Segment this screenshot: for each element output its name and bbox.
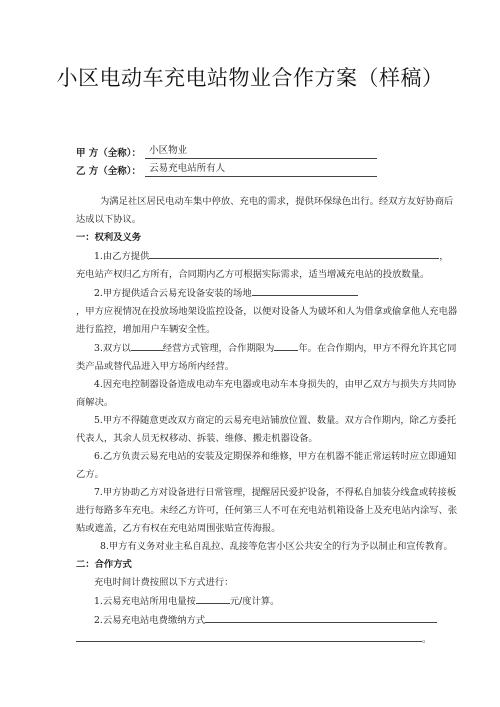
blank-field — [149, 247, 439, 259]
clause-7: 7.甲方协助乙方对设备进行日常管理，提醒居民爱护设备，不得私自加装分线盒或转接板进行每路多车充电。未经乙方许可，任何第三人不可在充电站机箱设备上及充电站内涂写、张贴或遮盖，乙方有权在充电站周围张贴宣传海报。 — [76, 487, 458, 534]
clause-3 — [76, 339, 460, 376]
section-2-heading: 二：合作方式 — [76, 559, 132, 570]
clause-1-prefix: 1.由乙方提供 — [94, 251, 150, 262]
document-body — [76, 193, 460, 649]
clause-3-mid: 经营方式管理，合作期限为 — [162, 343, 275, 354]
clause-2-prefix: 2.甲方提供适合云易充设备安装的场地 — [94, 288, 252, 299]
clause-1-cont: ， — [439, 251, 449, 262]
party-a-label: 甲 方（全称）： — [76, 148, 142, 159]
clause-3-suffix: 年。在合作期内，甲方不得允许其它同类产品或替代品进入甲方场所内经营。 — [76, 343, 457, 372]
billing-item-1-prefix: 1.云易充电站所用电量按 — [94, 596, 196, 607]
billing-item-2-cont — [76, 630, 460, 649]
blank-field — [131, 339, 163, 351]
section-1-heading: 一：权利及义务 — [76, 232, 142, 243]
blank-field — [76, 630, 422, 642]
clause-8: 8.甲方有义务对业主私自乱拉、乱接等危害小区公共安全的行为予以制止和宣传教育。 — [100, 541, 453, 552]
clause-6: 6.乙方负责云易充电站的安装及定期保养和维修，甲方在机器不能正常运转时应立即通知乙方。 — [76, 451, 457, 480]
blank-field — [252, 284, 358, 296]
billing-item-1-suffix: 元/度计算。 — [229, 596, 280, 607]
blank-field — [274, 339, 298, 351]
section-2-intro: 充电时间计费按照以下方式进行： — [94, 577, 234, 588]
clause-2-rest: ，甲方应视情况在投放场地架设监控设备，以便对设备人为破坏和人为借拿或偷拿他人充电器进行监控，增加用户车辆安全性。 — [76, 306, 458, 335]
clause-2-line — [76, 284, 460, 303]
clause-3-prefix: 3.双方以 — [94, 343, 131, 354]
party-b-row — [76, 163, 377, 177]
billing-item-2 — [76, 611, 460, 630]
intro-paragraph: 为满足社区居民电动车集中停放、充电的需求，提供环保绿色出行。经双方友好协商后达成以下协议。 — [76, 196, 454, 225]
billing-item-2-prefix: 2.云易充电站电费缴纳方式 — [94, 615, 206, 626]
clause-1-line — [76, 247, 460, 266]
clause-5: 5.甲方不得随意更改双方商定的云易充电站铺放位置、数量。双方合作期内，除乙方委托代表人，其余人员无权移动、拆装、维修、搬走机器设备。 — [76, 415, 457, 444]
clause-4: 4.因充电控制器设备造成电动车充电器或电动车本身损失的，由甲乙双方与损失方共同协商解决。 — [76, 379, 457, 408]
party-a-value: 小区物业 — [145, 145, 377, 159]
party-b-label: 乙 方（全称）： — [76, 166, 142, 177]
billing-item-1 — [76, 592, 460, 611]
document-title: 小区电动车充电站物业合作方案（样稿） — [56, 66, 444, 90]
party-a-row — [76, 145, 377, 159]
party-b-value: 云易充电站所有人 — [145, 163, 377, 177]
blank-field — [196, 592, 230, 604]
end-mark: 。 — [422, 634, 432, 645]
blank-field — [205, 611, 437, 623]
clause-1-rest: 充电站产权归乙方所有，合同期内乙方可根据实际需求，适当增减充电站的投放数量。 — [76, 269, 430, 280]
